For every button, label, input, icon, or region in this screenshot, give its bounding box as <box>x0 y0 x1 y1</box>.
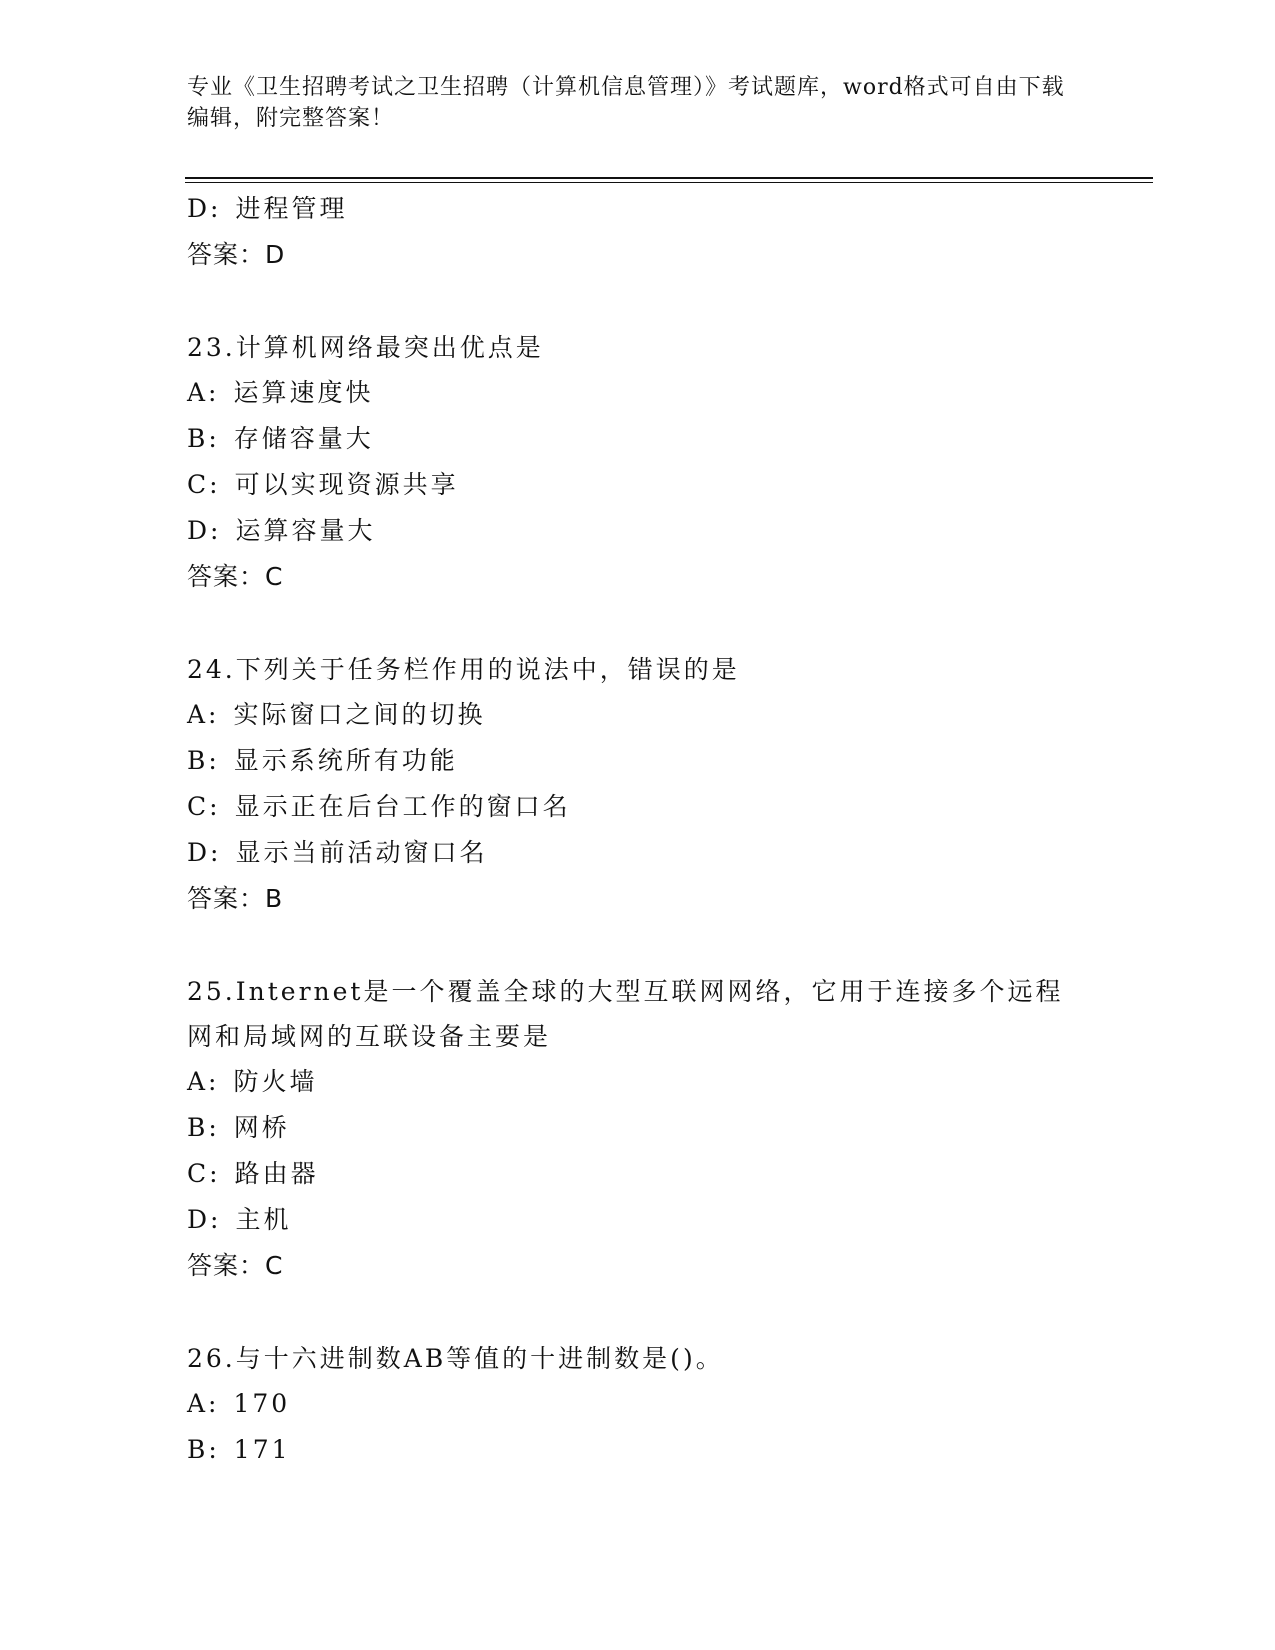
option-letter: B: <box>187 746 220 775</box>
option-letter: A: <box>187 378 220 407</box>
option-letter: D: <box>187 194 222 223</box>
option-text: 防火墙 <box>233 1067 318 1096</box>
option-text: 可以实现资源共享 <box>234 470 459 499</box>
option-letter: A: <box>187 700 220 729</box>
option-c <box>187 784 1087 830</box>
question-list <box>187 186 1087 1473</box>
question-stem: 25.Internet是一个覆盖全球的大型互联网网络，它用于连接多个远程网和局域网的互联设备主要是 <box>187 977 1064 1051</box>
option-text: 显示正在后台工作的窗口名 <box>234 792 571 821</box>
option-text: 主机 <box>235 1205 292 1234</box>
question-stem: 24.下列关于任务栏作用的说法中，错误的是 <box>187 655 740 684</box>
answer-line: 答案：C <box>187 1251 284 1280</box>
option-letter: A: <box>187 1389 220 1418</box>
option-letter: C: <box>187 1159 221 1188</box>
option-d <box>187 830 1087 876</box>
option-letter: A: <box>187 1067 220 1096</box>
option-letter: C: <box>187 792 221 821</box>
header-divider-thin <box>185 182 1153 183</box>
option-letter: B: <box>187 424 220 453</box>
option-text: 显示当前活动窗口名 <box>235 838 488 867</box>
option-text: 路由器 <box>234 1159 319 1188</box>
option-text: 进程管理 <box>235 194 348 223</box>
option-text: 网桥 <box>233 1113 290 1142</box>
option-d <box>187 186 1087 232</box>
question-stem: 23.计算机网络最突出优点是 <box>187 333 544 362</box>
option-a <box>187 1381 1087 1427</box>
option-letter: B: <box>187 1113 220 1142</box>
question-block <box>187 969 1087 1289</box>
option-text: 170 <box>233 1389 291 1418</box>
option-b <box>187 738 1087 784</box>
question-block <box>187 186 1087 278</box>
option-letter: D: <box>187 838 222 867</box>
option-a <box>187 1059 1087 1105</box>
answer-line: 答案：C <box>187 562 284 591</box>
option-text: 实际窗口之间的切换 <box>233 700 486 729</box>
answer-line: 答案：B <box>187 884 284 913</box>
option-c <box>187 462 1087 508</box>
option-a <box>187 370 1087 416</box>
option-a <box>187 692 1087 738</box>
option-b <box>187 416 1087 462</box>
header-divider <box>185 177 1153 179</box>
option-b <box>187 1105 1087 1151</box>
option-text: 显示系统所有功能 <box>233 746 458 775</box>
option-text: 运算容量大 <box>235 516 376 545</box>
option-letter: B: <box>187 1435 220 1464</box>
option-text: 运算速度快 <box>233 378 374 407</box>
question-block <box>187 647 1087 922</box>
option-letter: C: <box>187 470 221 499</box>
option-text: 171 <box>233 1435 291 1464</box>
answer-line: 答案：D <box>187 240 286 269</box>
option-letter: D: <box>187 1205 222 1234</box>
option-c <box>187 1151 1087 1197</box>
option-text: 存储容量大 <box>233 424 374 453</box>
option-letter: D: <box>187 516 222 545</box>
question-stem: 26.与十六进制数AB等值的十进制数是()。 <box>187 1344 724 1373</box>
option-d <box>187 508 1087 554</box>
option-d <box>187 1197 1087 1243</box>
question-block <box>187 325 1087 600</box>
question-block <box>187 1336 1087 1473</box>
document-header: 专业《卫生招聘考试之卫生招聘（计算机信息管理）》考试题库，word格式可自由下载编辑，附完整答案！ <box>187 75 1065 131</box>
option-b <box>187 1427 1087 1473</box>
